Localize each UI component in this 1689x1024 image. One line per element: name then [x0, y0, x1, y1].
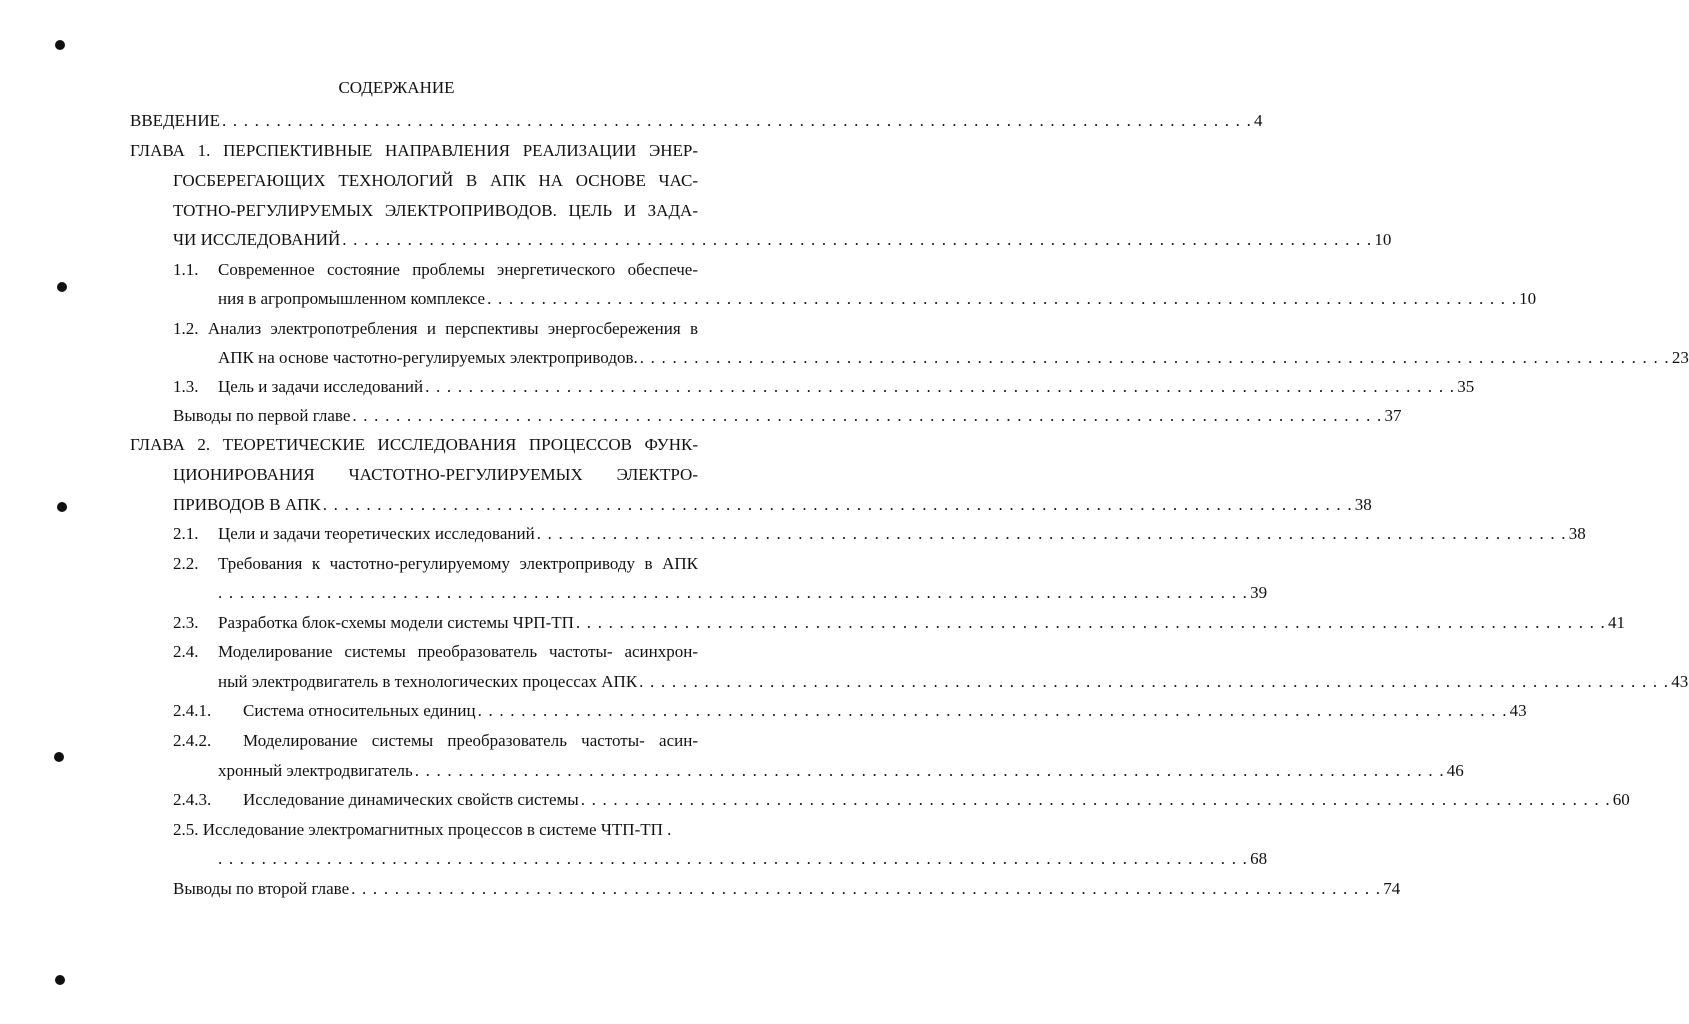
- toc-leader: . . . . . . . . . . . . . . . . . . . . . . . . . . . . . . . . . . . . . . . . . . . . . . . . . . . . . . . . . . . . . . . . . . . . . . . . . . . . . . . . . . . . . . . . . . . . . . .: [322, 495, 1353, 514]
- punch-hole-mark: [55, 975, 65, 985]
- toc-section-2-4-2-line-1[interactable]: Моделирование системы преобразователь частоты- асин-: [243, 731, 698, 750]
- toc-entry-label: Выводы по второй главе: [173, 879, 350, 898]
- toc-entry-label: ВВЕДЕНИЕ: [130, 111, 220, 130]
- toc-entry-label: ЧИ ИССЛЕДОВАНИЙ: [173, 230, 341, 249]
- toc-leader: . . . . . . . . . . . . . . . . . . . . . . . . . . . . . . . . . . . . . . . . . . . . . . . . . . . . . . . . . . . . . . . . . . . . . . . . . . . . . . . . . . . . . . . . . . . . . . .: [639, 672, 1670, 691]
- toc-entry-label: Цель и задачи исследований: [218, 377, 424, 396]
- toc-chapter-1-line-1[interactable]: ГЛАВА 1. ПЕРСПЕКТИВНЫЕ НАПРАВЛЕНИЯ РЕАЛИЗАЦИИ ЭНЕР-: [130, 141, 698, 160]
- toc-page-number: 39: [1250, 583, 1268, 602]
- toc-page-number: 41: [1607, 613, 1625, 632]
- toc-chapter-1-line-2[interactable]: ГОСБЕРЕГАЮЩИХ ТЕХНОЛОГИЙ В АПК НА ОСНОВЕ ЧАС-: [173, 171, 698, 190]
- toc-section-2-5-line-1[interactable]: 2.5. Исследование электромагнитных процессов в системе ЧТП-ТП .: [173, 820, 672, 839]
- toc-leader: . . . . . . . . . . . . . . . . . . . . . . . . . . . . . . . . . . . . . . . . . . . . . . . . . . . . . . . . . . . . . . . . . . . . . . . . . . . . . . . . . . . . . . . . . . . . . . .: [580, 790, 1611, 809]
- toc-entry-label: ный электродвигатель в технологических процессах АПК: [218, 672, 638, 691]
- toc-leader: . . . . . . . . . . . . . . . . . . . . . . . . . . . . . . . . . . . . . . . . . . . . . . . . . . . . . . . . . . . . . . . . . . . . . . . . . . . . . . . . . . . . . . . . . . . . . . .: [221, 111, 1253, 130]
- toc-leader: . . . . . . . . . . . . . . . . . . . . . . . . . . . . . . . . . . . . . . . . . . . . . . . . . . . . . . . . . . . . . . . . . . . . . . . . . . . . . . . . . . . . . . . . . . . . . . .: [477, 701, 1508, 720]
- toc-page-number: 23: [1671, 348, 1689, 367]
- toc-chapter-1-line-3[interactable]: ТОТНО-РЕГУЛИРУЕМЫХ ЭЛЕКТРОПРИВОДОВ. ЦЕЛЬ И ЗАДА-: [173, 201, 698, 220]
- toc-page-number: 38: [1354, 495, 1372, 514]
- toc-entry-label: Выводы по первой главе: [173, 406, 351, 425]
- toc-section-2-4-line-1[interactable]: Моделирование системы преобразователь частоты- асинхрон-: [218, 642, 698, 661]
- toc-section-number: 2.1.: [173, 524, 199, 543]
- toc-conclusions-2[interactable]: [173, 878, 1401, 900]
- toc-section-2-2-line-2[interactable]: [218, 582, 1268, 604]
- punch-hole-mark: [57, 282, 67, 292]
- toc-page-number: 43: [1509, 701, 1527, 720]
- toc-leader: . . . . . . . . . . . . . . . . . . . . . . . . . . . . . . . . . . . . . . . . . . . . . . . . . . . . . . . . . . . . . . . . . . . . . . . . . . . . . . . . . . . . . . . . . . . . . . .: [425, 377, 1456, 396]
- toc-leader: . . . . . . . . . . . . . . . . . . . . . . . . . . . . . . . . . . . . . . . . . . . . . . . . . . . . . . . . . . . . . . . . . . . . . . . . . . . . . . . . . . . . . . . . . . . . . . .: [218, 849, 1249, 868]
- toc-page-number: 38: [1568, 524, 1586, 543]
- toc-page-number: 10: [1519, 289, 1537, 308]
- toc-section-2-5-line-2[interactable]: [218, 848, 1268, 870]
- toc-leader: . . . . . . . . . . . . . . . . . . . . . . . . . . . . . . . . . . . . . . . . . . . . . . . . . . . . . . . . . . . . . . . . . . . . . . . . . . . . . . . . . . . . . . . . . . . . . . .: [352, 406, 1383, 425]
- page-title: СОДЕРЖАНИЕ: [338, 78, 455, 97]
- toc-page-number: 4: [1254, 111, 1263, 130]
- toc-leader: . . . . . . . . . . . . . . . . . . . . . . . . . . . . . . . . . . . . . . . . . . . . . . . . . . . . . . . . . . . . . . . . . . . . . . . . . . . . . . . . . . . . . . . . . . . . . . .: [639, 348, 1670, 367]
- toc-section-1-3[interactable]: [218, 376, 1475, 398]
- toc-leader: . . . . . . . . . . . . . . . . . . . . . . . . . . . . . . . . . . . . . . . . . . . . . . . . . . . . . . . . . . . . . . . . . . . . . . . . . . . . . . . . . . . . . . . . . . . . . . .: [342, 230, 1373, 249]
- toc-chapter-2-line-3[interactable]: [173, 494, 1372, 516]
- toc-entry-label: Разработка блок-схемы модели системы ЧРП-ТП: [218, 613, 574, 632]
- toc-section-2-4-2-line-2[interactable]: [218, 760, 1464, 782]
- toc-section-2-3[interactable]: [218, 612, 1625, 634]
- toc-entry-label: ния в агропромышленном комплексе: [218, 289, 486, 308]
- toc-section-2-1[interactable]: [218, 523, 1586, 545]
- toc-entry-label: Система относительных единиц: [243, 701, 476, 720]
- toc-conclusions-1[interactable]: [173, 405, 1402, 427]
- toc-entry-intro[interactable]: [130, 110, 1263, 132]
- toc-leader: . . . . . . . . . . . . . . . . . . . . . . . . . . . . . . . . . . . . . . . . . . . . . . . . . . . . . . . . . . . . . . . . . . . . . . . . . . . . . . . . . . . . . . . . . . . . . . .: [575, 613, 1606, 632]
- toc-section-number: 1.1.: [173, 260, 199, 279]
- toc-leader: . . . . . . . . . . . . . . . . . . . . . . . . . . . . . . . . . . . . . . . . . . . . . . . . . . . . . . . . . . . . . . . . . . . . . . . . . . . . . . . . . . . . . . . . . . . . . . .: [218, 583, 1249, 602]
- toc-page-number: 37: [1384, 406, 1402, 425]
- toc-section-number: 2.4.1.: [173, 701, 212, 720]
- toc-chapter-1-line-4[interactable]: [173, 229, 1392, 251]
- toc-chapter-2-line-2[interactable]: ЦИОНИРОВАНИЯ ЧАСТОТНО-РЕГУЛИРУЕМЫХ ЭЛЕКТРО-: [173, 465, 698, 484]
- toc-chapter-2-line-1[interactable]: ГЛАВА 2. ТЕОРЕТИЧЕСКИЕ ИССЛЕДОВАНИЯ ПРОЦЕССОВ ФУНК-: [130, 435, 698, 454]
- toc-leader: . . . . . . . . . . . . . . . . . . . . . . . . . . . . . . . . . . . . . . . . . . . . . . . . . . . . . . . . . . . . . . . . . . . . . . . . . . . . . . . . . . . . . . . . . . . . . . .: [351, 879, 1382, 898]
- toc-section-number: 2.4.3.: [173, 790, 212, 809]
- toc-section-1-1-line-1[interactable]: Современное состояние проблемы энергетического обеспече-: [218, 260, 698, 279]
- toc-entry-label: Цели и задачи теоретических исследований: [218, 524, 535, 543]
- toc-section-2-4-3[interactable]: [243, 789, 1630, 811]
- toc-entry-label: АПК на основе частотно-регулируемых электроприводов.: [218, 348, 638, 367]
- toc-entry-label: хронный электродвигатель: [218, 761, 413, 780]
- toc-section-number: 2.4.: [173, 642, 199, 661]
- toc-leader: . . . . . . . . . . . . . . . . . . . . . . . . . . . . . . . . . . . . . . . . . . . . . . . . . . . . . . . . . . . . . . . . . . . . . . . . . . . . . . . . . . . . . . . . . . . . . . .: [536, 524, 1567, 543]
- punch-hole-mark: [57, 502, 67, 512]
- toc-section-number: 1.3.: [173, 377, 199, 396]
- toc-entry-label: ПРИВОДОВ В АПК: [173, 495, 321, 514]
- toc-entry-label: Исследование динамических свойств системы: [243, 790, 579, 809]
- toc-section-1-2-line-2[interactable]: [218, 347, 1689, 369]
- toc-page-number: 60: [1612, 790, 1630, 809]
- toc-section-1-1-line-2[interactable]: [218, 288, 1537, 310]
- toc-page-number: 74: [1383, 879, 1401, 898]
- toc-section-2-4-1[interactable]: [243, 700, 1527, 722]
- toc-section-number: 2.4.2.: [173, 731, 212, 750]
- toc-page-number: 35: [1457, 377, 1475, 396]
- toc-page-number: 46: [1446, 761, 1464, 780]
- toc-page-number: 10: [1374, 230, 1392, 249]
- punch-hole-mark: [55, 40, 65, 50]
- toc-leader: . . . . . . . . . . . . . . . . . . . . . . . . . . . . . . . . . . . . . . . . . . . . . . . . . . . . . . . . . . . . . . . . . . . . . . . . . . . . . . . . . . . . . . . . . . . . . . .: [414, 761, 1445, 780]
- toc-page-number: 68: [1250, 849, 1268, 868]
- toc-page-number: 43: [1671, 672, 1689, 691]
- toc-section-number: 2.2.: [173, 554, 199, 573]
- toc-leader: . . . . . . . . . . . . . . . . . . . . . . . . . . . . . . . . . . . . . . . . . . . . . . . . . . . . . . . . . . . . . . . . . . . . . . . . . . . . . . . . . . . . . . . . . . . . . . .: [487, 289, 1518, 308]
- toc-section-number: 2.3.: [173, 613, 199, 632]
- punch-hole-mark: [54, 752, 64, 762]
- toc-section-2-4-line-2[interactable]: [218, 671, 1689, 693]
- toc-section-2-2-line-1[interactable]: Требования к частотно-регулируемому электроприводу в АПК: [218, 554, 698, 573]
- toc-section-1-2-line-1[interactable]: 1.2. Анализ электропотребления и перспективы энергосбережения в: [173, 319, 698, 338]
